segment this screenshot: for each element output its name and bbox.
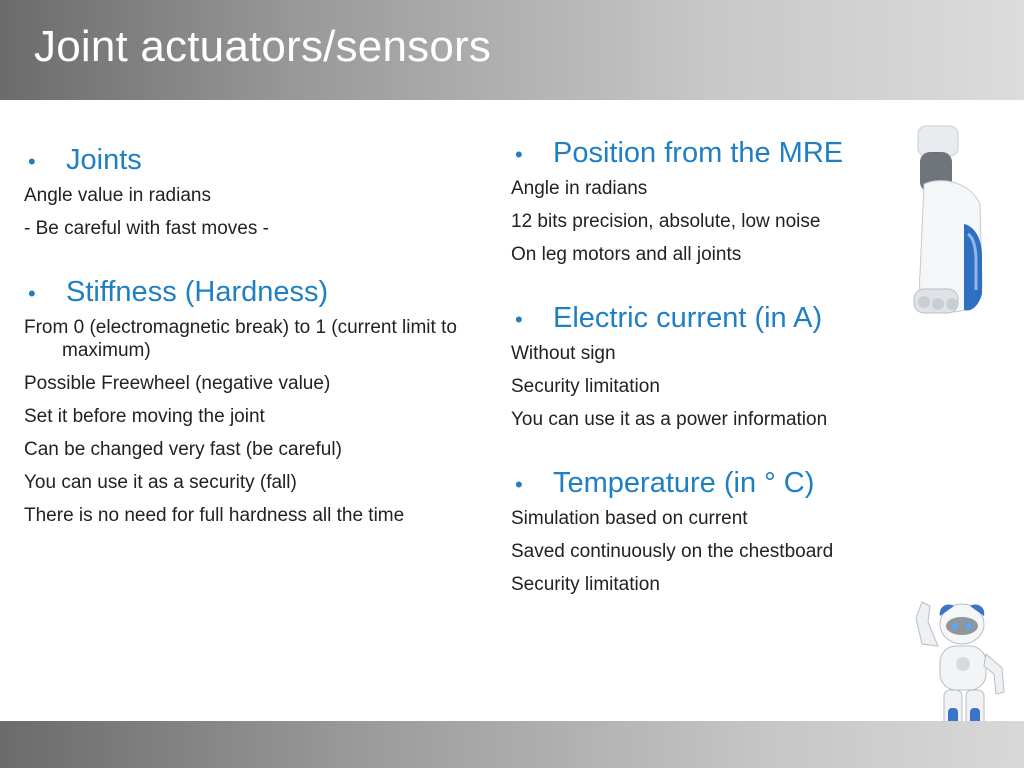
heading-text: Electric current (in A) <box>553 302 823 334</box>
section-stiffness <box>24 272 464 527</box>
list-item: From 0 (electromagnetic break) to 1 (current limit to maximum) <box>24 317 457 361</box>
list-item: On leg motors and all joints <box>511 244 742 265</box>
list-item: Angle in radians <box>511 178 648 199</box>
section-current <box>511 298 911 431</box>
list-item: Can be changed very fast (be careful) <box>24 439 342 460</box>
bullet-heading <box>511 463 911 505</box>
bullet-icon: • <box>28 149 36 174</box>
list-item: - Be careful with fast moves - <box>24 218 269 239</box>
slide-title: Joint actuators/sensors <box>34 22 492 71</box>
list-item: Security limitation <box>511 376 660 397</box>
robot-leg-icon <box>912 124 988 322</box>
list-item: Security limitation <box>511 574 660 595</box>
list-item: Without sign <box>511 343 616 364</box>
bullet-heading <box>511 298 911 340</box>
list-item: Set it before moving the joint <box>24 406 265 427</box>
heading-text: Temperature (in ° C) <box>553 467 815 499</box>
list-item: Possible Freewheel (negative value) <box>24 373 331 394</box>
bullet-heading <box>24 272 464 314</box>
list-item: Saved continuously on the chestboard <box>511 541 834 562</box>
bullet-heading <box>511 133 911 175</box>
bullet-icon: • <box>515 142 523 167</box>
bullet-icon: • <box>515 472 523 497</box>
bullet-icon: • <box>28 281 36 306</box>
list-item: You can use it as a power information <box>511 409 828 430</box>
section-joints <box>24 140 464 240</box>
footer-bar <box>0 721 1024 768</box>
list-item: Angle value in radians <box>24 185 211 206</box>
heading-text: Joints <box>66 144 142 176</box>
right-column <box>511 133 911 628</box>
list-item: There is no need for full hardness all the time <box>24 505 405 526</box>
title-bar <box>0 0 1024 100</box>
bullet-heading <box>24 140 464 182</box>
left-column <box>24 140 464 559</box>
list-item: You can use it as a security (fall) <box>24 472 297 493</box>
list-item: Simulation based on current <box>511 508 748 529</box>
section-temperature <box>511 463 911 596</box>
bullet-icon: • <box>515 307 523 332</box>
heading-text: Stiffness (Hardness) <box>66 276 329 308</box>
section-position <box>511 133 911 266</box>
list-item: 12 bits precision, absolute, low noise <box>511 211 821 232</box>
heading-text: Position from the MRE <box>553 137 844 169</box>
